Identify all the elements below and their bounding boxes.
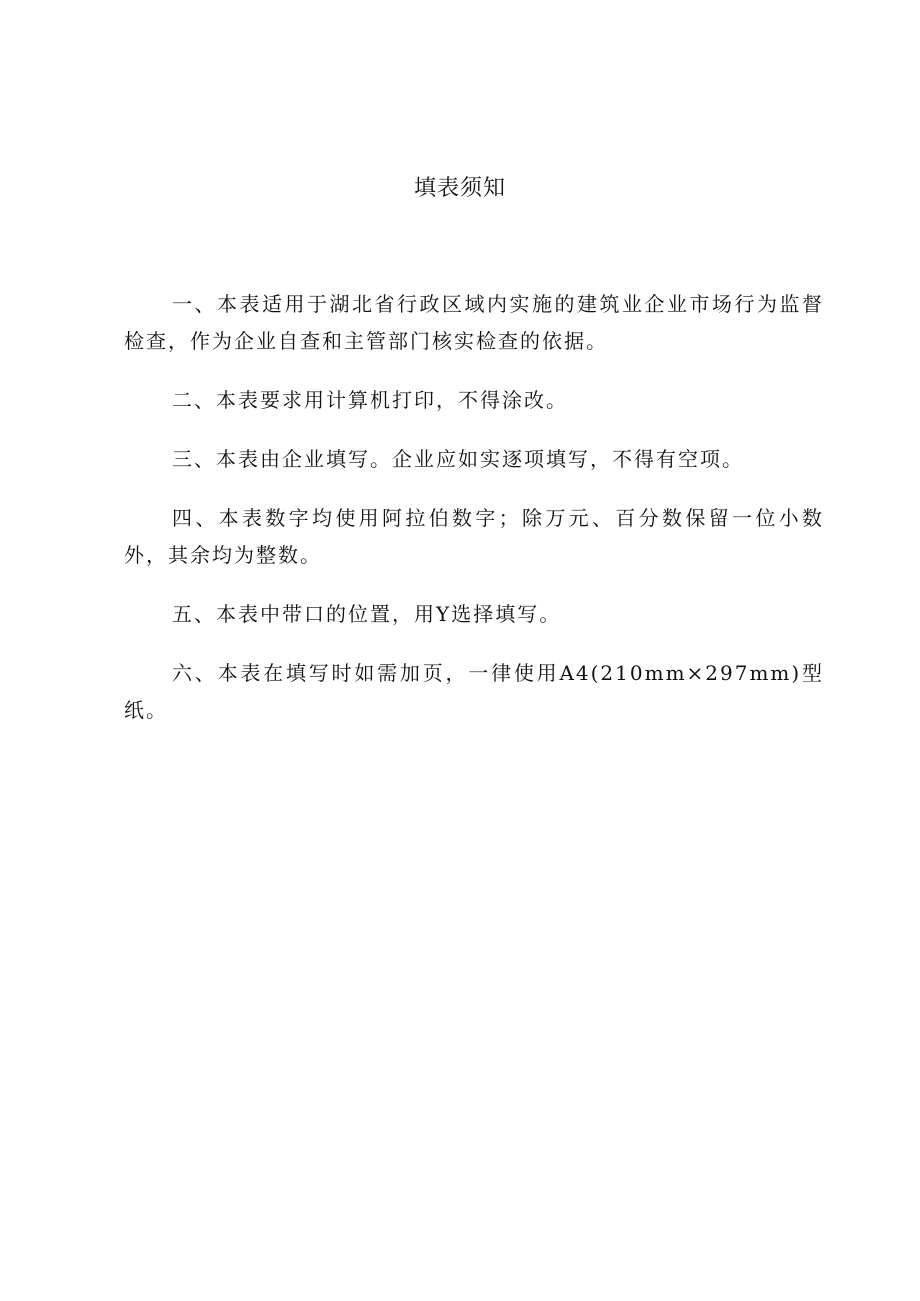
- instruction-item-6: 六、本表在填写时如需加页，一律使用A4(210mm×297mm)型纸。: [124, 661, 824, 722]
- instruction-item-2: 二、本表要求用计算机打印，不得涂改。: [172, 388, 568, 412]
- instruction-item-3: 三、本表由企业填写。企业应如实逐项填写，不得有空项。: [172, 447, 744, 471]
- page-title: 填表须知: [413, 176, 506, 201]
- instructions-body: [124, 286, 824, 751]
- instruction-item-4: 四、本表数字均使用阿拉伯数字；除万元、百分数保留一位小数外，其余均为整数。: [124, 506, 824, 567]
- instruction-item-5: 五、本表中带口的位置，用Y选择填写。: [172, 602, 562, 626]
- instruction-item-1: 一、本表适用于湖北省行政区域内实施的建筑业企业市场行为监督检查，作为企业自查和主管部门核实检查的依据。: [124, 292, 824, 353]
